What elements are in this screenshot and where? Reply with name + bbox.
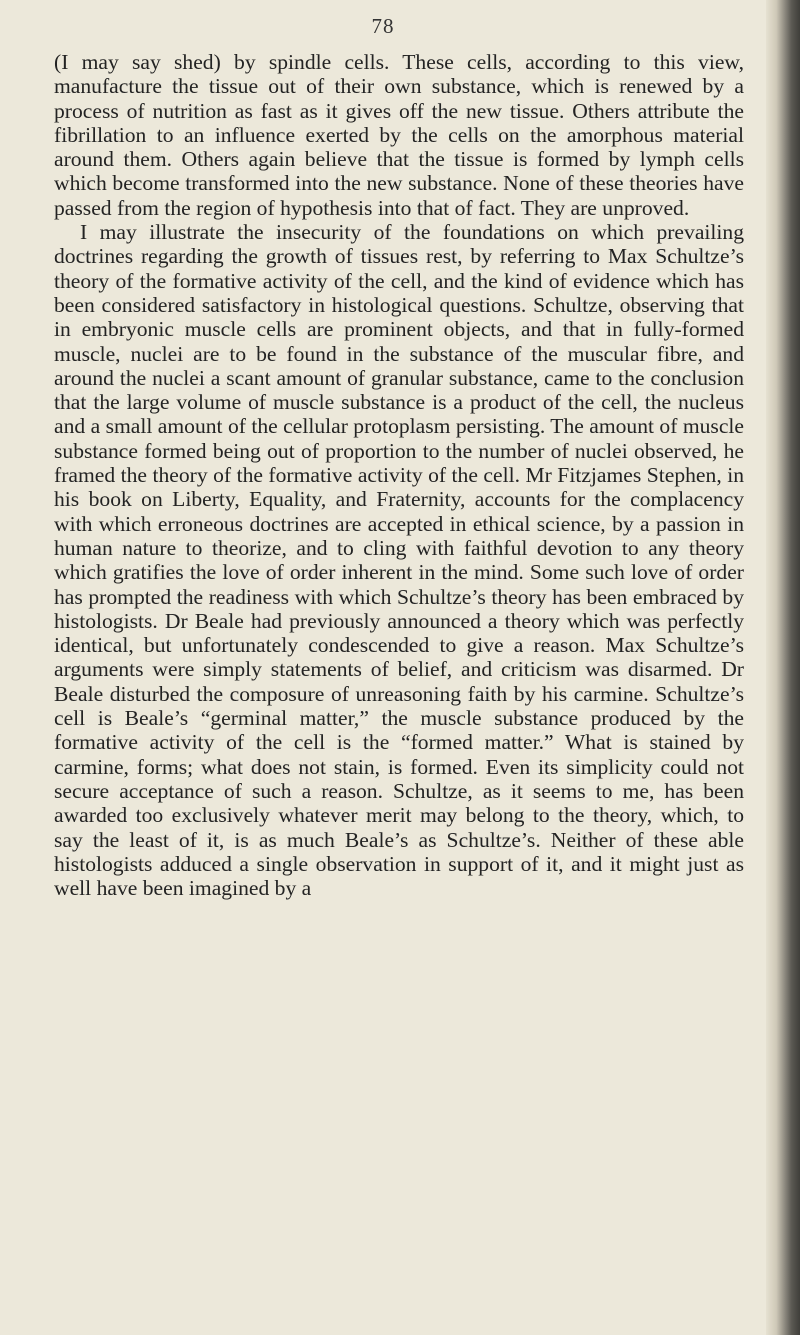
paragraph-2: I may illustrate the insecurity of the foundations on which prevailing doctrines regarding the growth of tissues rest, by referring to Max Schultze’s theory of the formative activity of the cell, and the kind of evidence which has been considered satisfactory in histological questions. Schultze, observing that in embryonic muscle cells are prominent objects, and that in fully-formed muscle, nuclei are to be found in the substance of the muscular fibre, and around the nuclei a scant amount of granular substance, came to the conclusion that the large volume of muscle substance is a product of the cell, the nucleus and a small amount of the cellular protoplasm persisting. The amount of muscle substance formed being out of proportion to the number of nuclei observed, he framed the theory of the formative activity of the cell. Mr Fitzjames Stephen, in his book on Liberty, Equality, and Fraternity, accounts for the complacency with which erroneous doctrines are accepted in ethical science, by a passion in human nature to theorize, and to cling with faithful devotion to any theory which gratifies the love of order inherent in the mind. Some such love of order has prompted the readiness with which Schultze’s theory has been embraced by histologists. Dr Beale had previously announced a theory which was perfectly identical, but unfortunately condescended to give a reason. Max Schultze’s arguments were simply statements of belief, and criticism was disarmed. Dr Beale disturbed the composure of unreasoning faith by his carmine. Schultze’s cell is Beale’s “germinal matter,” the muscle substance produced by the formative activity of the cell is the “formed matter.” What is stained by carmine, forms; what does not stain, is formed. Even its simplicity could not secure acceptance of such a reason. Schultze, as it seems to me, has been awarded too exclusively whatever merit may belong to the theory, which, to say the least of it, is as much Beale’s as Schultze’s. Neither of these able histologists adduced a single observation in support of it, and it might just as well have been imagined by a (54, 220, 744, 901)
page-text (54, 50, 744, 900)
page-edge-shadow (766, 0, 800, 1335)
page-number: 78 (371, 14, 395, 38)
paragraph-1: (I may say shed) by spindle cells. These cells, according to this view, manufacture the tissue out of their own substance, which is renewed by a process of nutrition as fast as it gives off the new tissue. Others attribute the fibrillation to an influence exerted by the cells on the amorphous material around them. Others again believe that the tissue is formed by lymph cells which become transformed into the new substance. None of these theories have passed from the region of hypothesis into that of fact. They are unproved. (54, 50, 744, 220)
